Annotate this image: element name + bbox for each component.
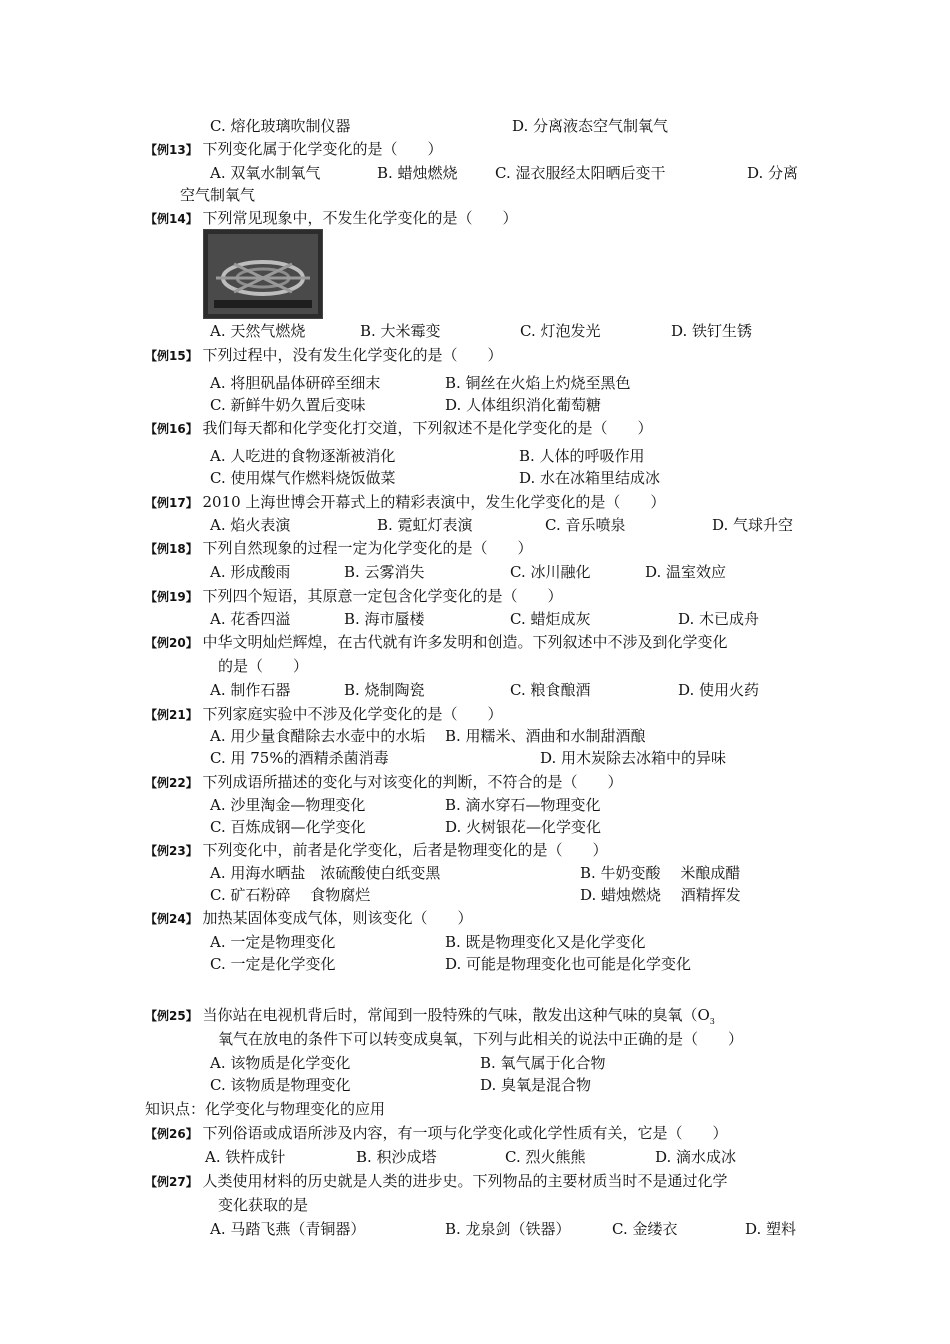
line-text: 变化获取的是 bbox=[218, 1196, 309, 1214]
text-line bbox=[745, 1219, 796, 1239]
line-text: C. 冰川融化 bbox=[510, 563, 591, 581]
question-line bbox=[145, 772, 623, 793]
text-line bbox=[360, 321, 441, 341]
line-text: 下列变化属于化学变化的是（ ） bbox=[202, 140, 443, 158]
line-text: D. 木已成舟 bbox=[678, 610, 760, 628]
text-line bbox=[210, 1219, 365, 1239]
text-line bbox=[445, 1219, 571, 1239]
text-line bbox=[505, 1147, 585, 1167]
line-text: 下列变化中，前者是化学变化，后者是物理变化的是（ ） bbox=[202, 841, 608, 859]
text-line bbox=[344, 680, 425, 700]
text-line bbox=[678, 680, 759, 700]
text-line bbox=[180, 185, 255, 205]
line-text: A. 用少量食醋除去水壶中的水垢 bbox=[210, 727, 426, 745]
line-text: B. 龙泉剑（铁器） bbox=[445, 1220, 571, 1238]
text-line bbox=[512, 116, 668, 136]
line-text: D. 分离液态空气制氧气 bbox=[512, 117, 669, 135]
question-line bbox=[145, 840, 608, 861]
text-line bbox=[210, 863, 440, 883]
text-line bbox=[645, 562, 726, 582]
text-line bbox=[210, 726, 425, 746]
question-tag: 【例26】 bbox=[145, 1127, 198, 1141]
question-tag: 【例19】 bbox=[145, 590, 198, 604]
text-line bbox=[210, 932, 335, 952]
text-line bbox=[145, 1099, 385, 1119]
line-text: A. 沙里淘金—物理变化 bbox=[210, 796, 366, 814]
text-line bbox=[671, 321, 752, 341]
text-line bbox=[210, 468, 395, 488]
text-line bbox=[210, 795, 365, 815]
question-tag: 【例22】 bbox=[145, 776, 198, 790]
line-text: C. 一定是化学变化 bbox=[210, 955, 336, 973]
line-text: C. 湿衣服经太阳晒后变干 bbox=[495, 164, 666, 182]
line-text: C. 百炼成钢—化学变化 bbox=[210, 818, 366, 836]
question-line bbox=[145, 208, 518, 229]
line-text: A. 一定是物理变化 bbox=[210, 933, 336, 951]
text-line bbox=[545, 515, 625, 535]
text-line bbox=[210, 515, 290, 535]
line-text: D. 可能是物理变化也可能是化学变化 bbox=[445, 955, 692, 973]
line-text: B. 海市蜃楼 bbox=[344, 610, 425, 628]
line-text: B. 人体的呼吸作用 bbox=[519, 447, 645, 465]
text-line bbox=[445, 373, 631, 393]
text-line bbox=[445, 954, 691, 974]
line-text: 下列自然现象的过程一定为化学变化的是（ ） bbox=[202, 539, 533, 557]
line-text: B. 烧制陶瓷 bbox=[344, 681, 425, 699]
question-line bbox=[145, 139, 443, 160]
line-text: D. 分离 bbox=[747, 164, 799, 182]
question-tag: 【例17】 bbox=[145, 496, 198, 510]
text-line bbox=[612, 1219, 677, 1239]
line-text: C. 金缕衣 bbox=[612, 1220, 678, 1238]
line-text: 知识点：化学变化与物理变化的应用 bbox=[145, 1100, 386, 1118]
text-line bbox=[480, 1053, 606, 1073]
text-line bbox=[356, 1147, 437, 1167]
question-line bbox=[145, 632, 728, 653]
line-text: A. 人吃进的食物逐渐被消化 bbox=[210, 447, 396, 465]
text-line bbox=[747, 163, 798, 183]
text-line bbox=[210, 609, 290, 629]
line-text: D. 水在冰箱里结成冰 bbox=[519, 469, 661, 487]
text-line bbox=[495, 163, 665, 183]
line-text: D. 气球升空 bbox=[712, 516, 794, 534]
question-tag: 【例25】 bbox=[145, 1009, 198, 1023]
line-text: A. 用海水晒盐 浓硫酸使白纸变黑 bbox=[210, 864, 441, 882]
text-line bbox=[205, 1147, 285, 1167]
text-line bbox=[480, 1075, 591, 1095]
line-text: B. 既是物理变化又是化学变化 bbox=[445, 933, 646, 951]
question-line bbox=[145, 492, 665, 513]
question-line bbox=[145, 345, 503, 366]
line-text: 当你站在电视机背后时，常闻到一股特殊的气味，散发出这种气味的臭氧（O bbox=[202, 1006, 710, 1024]
question-line bbox=[145, 1005, 715, 1032]
line-text: C. 粮食酿酒 bbox=[510, 681, 591, 699]
text-line bbox=[210, 885, 370, 905]
line-text: A. 焰火表演 bbox=[210, 516, 291, 534]
text-line bbox=[519, 446, 645, 466]
question-line bbox=[145, 418, 653, 439]
text-line bbox=[218, 1029, 743, 1049]
text-line bbox=[655, 1147, 736, 1167]
text-line bbox=[218, 656, 308, 676]
text-line bbox=[218, 1195, 308, 1215]
line-text: D. 蜡烛燃烧 酒精挥发 bbox=[580, 886, 741, 904]
line-text: C. 灯泡发光 bbox=[520, 322, 601, 340]
question-line bbox=[145, 586, 563, 607]
line-text: C. 烈火熊熊 bbox=[505, 1148, 586, 1166]
line-text: B. 积沙成塔 bbox=[356, 1148, 437, 1166]
question-line bbox=[145, 908, 473, 929]
line-text: D. 铁钉生锈 bbox=[671, 322, 753, 340]
line-text: A. 马踏飞燕（青铜器） bbox=[210, 1220, 366, 1238]
line-text: D. 使用火药 bbox=[678, 681, 760, 699]
question-tag: 【例13】 bbox=[145, 143, 198, 157]
text-line bbox=[210, 1053, 350, 1073]
line-text: 加热某固体变成气体，则该变化（ ） bbox=[202, 909, 473, 927]
text-line bbox=[210, 373, 380, 393]
line-text: D. 人体组织消化葡萄糖 bbox=[445, 396, 602, 414]
question-tag: 【例14】 bbox=[145, 212, 198, 226]
text-line bbox=[510, 562, 590, 582]
text-line bbox=[210, 321, 305, 341]
line-text: A. 铁杵成针 bbox=[205, 1148, 286, 1166]
question-tag: 【例27】 bbox=[145, 1175, 198, 1189]
text-line bbox=[580, 863, 740, 883]
line-text: 下列家庭实验中不涉及化学变化的是（ ） bbox=[202, 705, 503, 723]
line-text: B. 蜡烛燃烧 bbox=[377, 164, 458, 182]
line-text: 下列四个短语，其原意一定包含化学变化的是（ ） bbox=[202, 587, 563, 605]
line-text: B. 氧气属于化合物 bbox=[480, 1054, 606, 1072]
text-line bbox=[678, 609, 759, 629]
line-text: A. 天然气燃烧 bbox=[210, 322, 306, 340]
line-text: C. 新鲜牛奶久置后变味 bbox=[210, 396, 366, 414]
question-tag: 【例15】 bbox=[145, 349, 198, 363]
line-text: 中华文明灿烂辉煌，在古代就有许多发明和创造。下列叙述中不涉及到化学变化 bbox=[202, 633, 728, 651]
text-line bbox=[210, 1075, 350, 1095]
text-line bbox=[210, 562, 290, 582]
line-text: C. 熔化玻璃吹制仪器 bbox=[210, 117, 351, 135]
question-tag: 【例20】 bbox=[145, 636, 198, 650]
line-text: 我们每天都和化学变化打交道，下列叙述不是化学变化的是（ ） bbox=[202, 419, 653, 437]
gas-stove-photo bbox=[203, 229, 323, 319]
line-text: B. 滴水穿石—物理变化 bbox=[445, 796, 601, 814]
text-line bbox=[210, 817, 365, 837]
line-text: B. 大米霉变 bbox=[360, 322, 441, 340]
line-text: A. 制作石器 bbox=[210, 681, 291, 699]
line-text: D. 臭氧是混合物 bbox=[480, 1076, 592, 1094]
text-line bbox=[210, 395, 365, 415]
line-text: 的是（ ） bbox=[218, 657, 309, 675]
line-text: 氧气在放电的条件下可以转变成臭氧，下列与此相关的说法中正确的是（ ） bbox=[218, 1030, 744, 1048]
text-line bbox=[210, 748, 389, 768]
text-line bbox=[344, 562, 425, 582]
line-text: 下列俗语或成语所涉及内容，有一项与化学变化或化学性质有关，它是（ ） bbox=[202, 1124, 728, 1142]
line-text: 2010 上海世博会开幕式上的精彩表演中，发生化学变化的是（ ） bbox=[202, 493, 666, 511]
subscript: 3 bbox=[709, 1017, 715, 1026]
line-text: D. 火树银花—化学变化 bbox=[445, 818, 602, 836]
text-line bbox=[445, 817, 601, 837]
line-text: A. 双氧水制氧气 bbox=[210, 164, 321, 182]
line-text: B. 云雾消失 bbox=[344, 563, 425, 581]
line-text: C. 用 75%的酒精杀菌消毒 bbox=[210, 749, 389, 767]
line-text: 下列常见现象中，不发生化学变化的是（ ） bbox=[202, 209, 518, 227]
text-line bbox=[210, 163, 320, 183]
text-line bbox=[445, 932, 646, 952]
text-line bbox=[445, 395, 601, 415]
text-line bbox=[510, 609, 590, 629]
question-line bbox=[145, 1171, 728, 1192]
question-tag: 【例16】 bbox=[145, 422, 198, 436]
line-text: C. 使用煤气作燃料烧饭做菜 bbox=[210, 469, 396, 487]
text-line bbox=[445, 726, 646, 746]
text-line bbox=[540, 748, 726, 768]
text-line bbox=[210, 116, 350, 136]
line-text: C. 蜡炬成灰 bbox=[510, 610, 591, 628]
line-text: B. 牛奶变酸 米酿成醋 bbox=[580, 864, 741, 882]
line-text: C. 该物质是物理变化 bbox=[210, 1076, 351, 1094]
line-text: D. 滴水成冰 bbox=[655, 1148, 737, 1166]
line-text: 下列成语所描述的变化与对该变化的判断，不符合的是（ ） bbox=[202, 773, 623, 791]
text-line bbox=[377, 515, 473, 535]
line-text: A. 该物质是化学变化 bbox=[210, 1054, 351, 1072]
question-tag: 【例23】 bbox=[145, 844, 198, 858]
line-text: B. 铜丝在火焰上灼烧至黑色 bbox=[445, 374, 631, 392]
line-text: 空气制氧气 bbox=[180, 186, 256, 204]
text-line bbox=[520, 321, 600, 341]
question-line bbox=[145, 1123, 728, 1144]
text-line bbox=[519, 468, 660, 488]
line-text: A. 形成酸雨 bbox=[210, 563, 291, 581]
line-text: D. 用木炭除去冰箱中的异味 bbox=[540, 749, 727, 767]
line-text: 下列过程中，没有发生化学变化的是（ ） bbox=[202, 346, 503, 364]
text-line bbox=[344, 609, 425, 629]
text-line bbox=[210, 446, 395, 466]
text-line bbox=[712, 515, 793, 535]
line-text: B. 霓虹灯表演 bbox=[377, 516, 473, 534]
line-text: D. 温室效应 bbox=[645, 563, 727, 581]
line-text: 人类使用材料的历史就是人类的进步史。下列物品的主要材质当时不是通过化学 bbox=[202, 1172, 728, 1190]
text-line bbox=[210, 680, 290, 700]
text-line bbox=[580, 885, 741, 905]
text-line bbox=[445, 795, 601, 815]
text-line bbox=[377, 163, 458, 183]
text-line bbox=[510, 680, 590, 700]
question-line bbox=[145, 538, 533, 559]
line-text: A. 将胆矾晶体研碎至细末 bbox=[210, 374, 381, 392]
line-text: A. 花香四溢 bbox=[210, 610, 291, 628]
line-text: B. 用糯米、酒曲和水制甜酒酿 bbox=[445, 727, 646, 745]
line-text: C. 矿石粉碎 食物腐烂 bbox=[210, 886, 371, 904]
question-tag: 【例21】 bbox=[145, 708, 198, 722]
text-line bbox=[210, 954, 335, 974]
line-text: D. 塑料 bbox=[745, 1220, 797, 1238]
line-text: C. 音乐喷泉 bbox=[545, 516, 626, 534]
question-tag: 【例18】 bbox=[145, 542, 198, 556]
question-tag: 【例24】 bbox=[145, 912, 198, 926]
question-line bbox=[145, 704, 503, 725]
